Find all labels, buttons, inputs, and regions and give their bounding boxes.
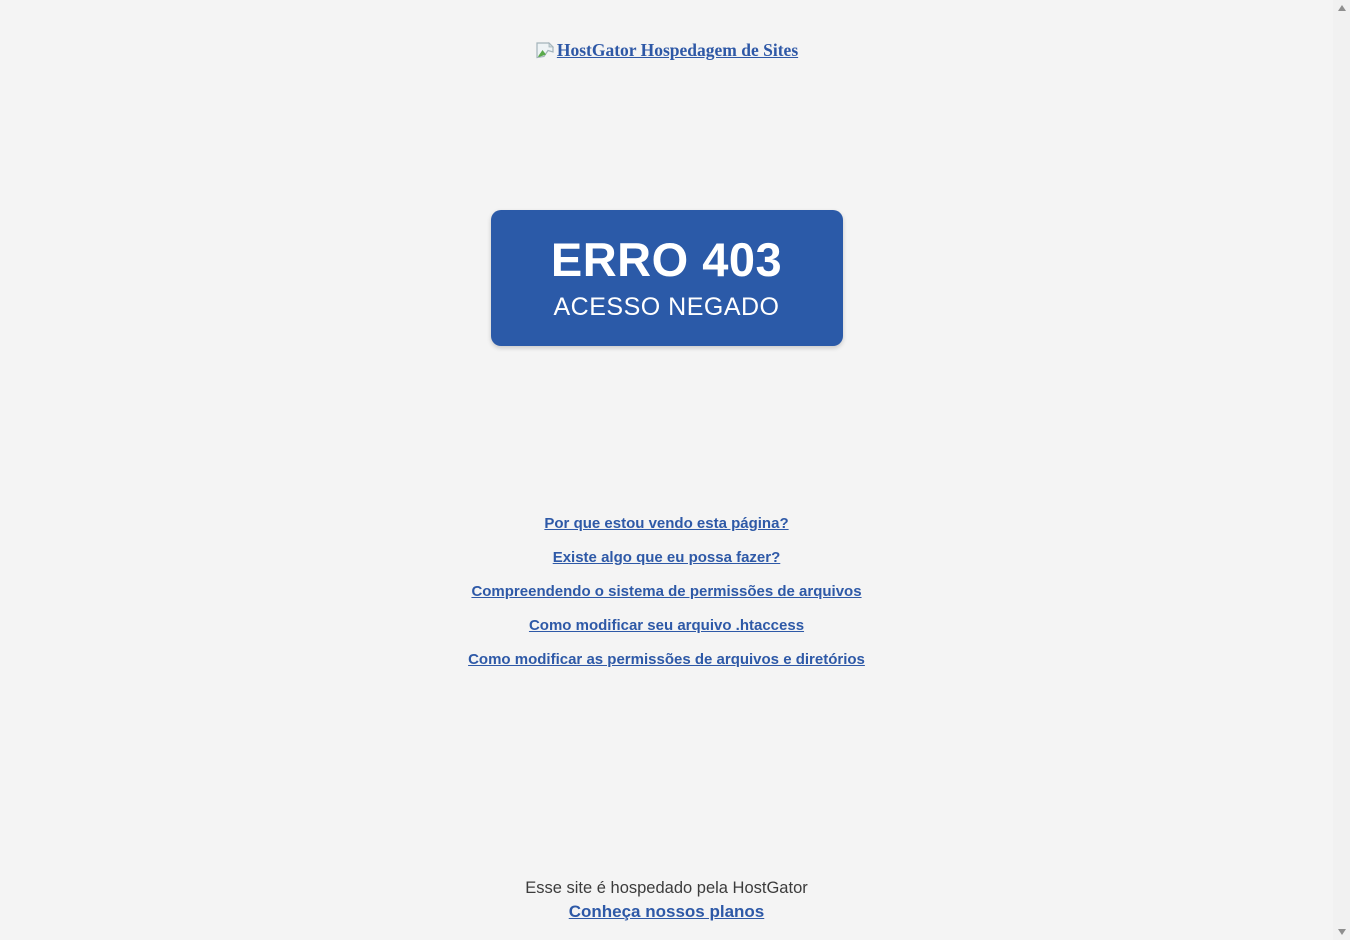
footer — [0, 878, 1333, 922]
hostgator-logo-link[interactable] — [535, 40, 798, 61]
vertical-scrollbar[interactable] — [1333, 0, 1350, 940]
scroll-up-arrow-icon — [1338, 5, 1346, 11]
link-modify-htaccess[interactable]: Como modificar seu arquivo .htaccess — [528, 617, 805, 634]
link-understanding-permissions[interactable]: Compreendendo o sistema de permissões de arquivos — [471, 583, 862, 600]
logo-alt-text: HostGator Hospedagem de Sites — [556, 40, 799, 60]
scroll-down-arrow-icon — [1338, 929, 1346, 935]
link-modify-permissions[interactable]: Como modificar as permissões de arquivos e diretórios — [468, 651, 865, 668]
plans-link[interactable]: Conheça nossos planos — [568, 902, 765, 921]
scroll-down-button[interactable] — [1333, 924, 1350, 940]
help-links — [0, 516, 1333, 686]
logo-container — [0, 40, 1333, 66]
error-subtitle: ACESSO NEGADO — [553, 293, 780, 322]
link-anything-i-can-do[interactable]: Existe algo que eu possa fazer? — [552, 549, 781, 566]
link-why-seeing-page[interactable]: Por que estou vendo esta página? — [544, 515, 789, 532]
broken-image-icon — [535, 41, 555, 61]
scroll-up-button[interactable] — [1333, 0, 1350, 16]
error-code-title: ERRO 403 — [550, 232, 783, 286]
error-box — [491, 210, 843, 346]
hosted-by-text: Esse site é hospedado pela HostGator — [525, 879, 808, 897]
